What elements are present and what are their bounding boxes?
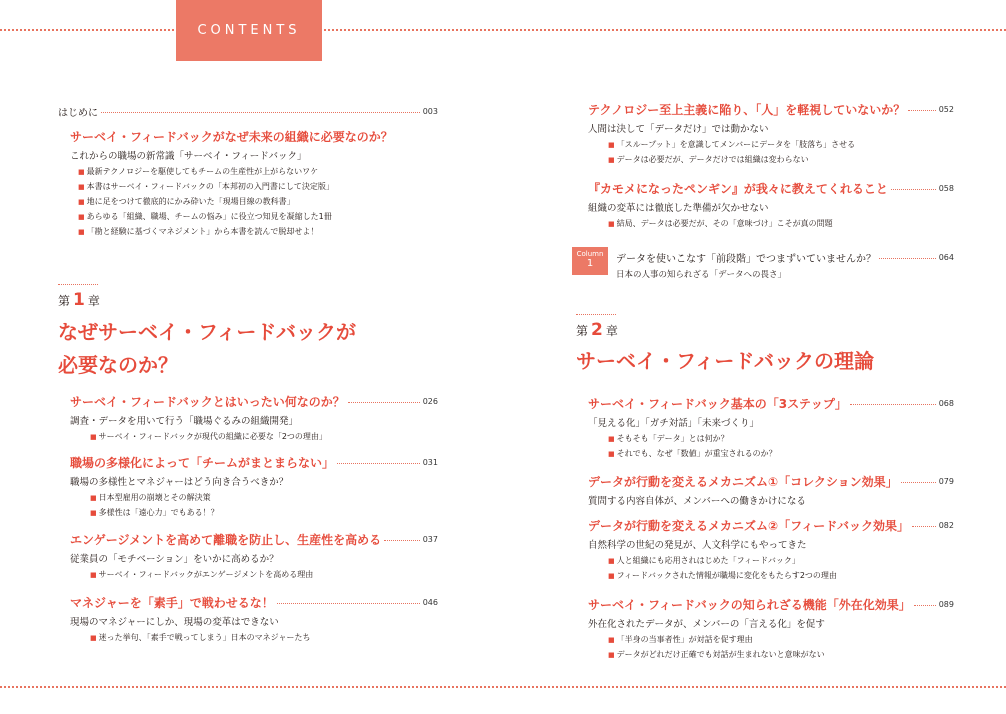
chapter-rule [58, 284, 98, 285]
leader-dots [914, 605, 936, 606]
chapter-1-label: 第 1 章 [58, 290, 100, 310]
section-subtitle: 「見える化」「ガチ対話」「未来づくり」 [588, 418, 760, 429]
toc-entry[interactable] [588, 596, 954, 660]
bullet-item: ■ 「スループット」を意識してメンバーにデータを「肢落ち」させる [608, 139, 954, 150]
bullet-item: ■ あらゆる「組織、職場、チームの悩み」に役立つ知見を凝縮した1冊 [78, 211, 438, 222]
page-number: 052 [938, 105, 954, 114]
section-heading: サーベイ・フィードバックの知られざる機能「外在化効果」 [588, 598, 911, 612]
section-subtitle: 職場の多様性とマネジャーはどう向き合うべきか？ [70, 477, 289, 488]
section-heading: サーベイ・フィードバックとはいったい何なのか？ [70, 395, 345, 409]
bullet-item: ■ それでも、なぜ「数値」が重宝されるのか？ [608, 448, 954, 459]
toc-entry[interactable] [70, 393, 438, 442]
chapter-2-title: サーベイ・フィードバックの理論 [576, 349, 874, 373]
toc-entry[interactable] [588, 395, 954, 459]
leader-dots [384, 540, 420, 541]
leader-dots [912, 526, 936, 527]
chapter-2-label: 第 2 章 [576, 320, 618, 340]
page-number: 089 [938, 600, 954, 609]
leader-dots [879, 258, 936, 259]
section-heading: 『カモメになったペンギン』が我々に教えてくれること [588, 182, 888, 196]
page-number: 046 [422, 598, 438, 607]
section-heading: データが行動を変えるメカニズム②「フィードバック効果」 [588, 519, 909, 533]
column-badge: Column 1 [572, 247, 608, 275]
bullet-item: ■ そもそも「データ」とは何か？ [608, 433, 954, 444]
section-heading: マネジャーを「素手」で戦わせるな！ [70, 596, 274, 610]
leader-dots [908, 110, 935, 111]
page-number: 079 [938, 477, 954, 486]
bullet-item: ■ 迷った挙句、「素手で戦ってしまう」日本のマネジャーたち [90, 632, 438, 643]
toc-entry[interactable] [70, 454, 438, 518]
bullet-item: ■ 最新テクノロジーを駆使してもチームの生産性が上がらないワケ [78, 166, 438, 177]
bullet-item: ■ 日本型雇用の崩壊とその解決策 [90, 492, 438, 503]
section-subtitle: 現場のマネジャーにしか、現場の変革はできない [70, 617, 279, 628]
section-heading: サーベイ・フィードバック基本の「3ステップ」 [588, 397, 847, 411]
bullet-item: ■ データがどれだけ正確でも対話が生まれないと意味がない [608, 649, 954, 660]
bullet-item: ■ サーベイ・フィードバックが現代の組織に必要な「2つの理由」 [90, 431, 438, 442]
chapter-rule [576, 314, 616, 315]
section-subtitle: 組織の変革には徹底した準備が欠かせない [588, 203, 769, 214]
toc-entry[interactable] [588, 517, 954, 581]
bottom-dotted-border [0, 686, 1006, 688]
page-number: 082 [938, 521, 954, 530]
bullet-item: ■ フィードバックされた情報が職場に変化をもたらす2つの理由 [608, 570, 954, 581]
section-subtitle: 自然科学の世紀の発見が、人文科学にもやってきた [588, 540, 807, 551]
contents-tab [176, 0, 322, 61]
bullet-item: ■ サーベイ・フィードバックがエンゲージメントを高める理由 [90, 569, 438, 580]
section-subtitle: 調査・データを用いて行う「職場ぐるみの組織開発」 [70, 416, 299, 427]
toc-entry[interactable] [588, 101, 954, 165]
intro-entry[interactable] [58, 104, 438, 237]
section-subtitle: 従業員の「モチベーション」をいかに高めるか？ [70, 554, 279, 565]
section-heading: テクノロジー至上主義に陥り、「人」を軽視していないか？ [588, 103, 906, 117]
bullet-item: ■ 結局、データは必要だが、その「意味づけ」こそが真の問題 [608, 218, 954, 229]
bullet-item: ■ 「半身の当事者性」が対話を促す理由 [608, 634, 954, 645]
chapter-1-title: なぜサーベイ・フィードバックが 必要なのか？ [58, 320, 356, 377]
leader-dots [337, 463, 420, 464]
bullet-item: ■ 人と組織にも応用されはじめた「フィードバック」 [608, 555, 954, 566]
section-heading: 職場の多様化によって「チームがまとまらない」 [70, 456, 335, 470]
section-subtitle: 質問する内容自体が、メンバーへの働きかけになる [588, 496, 806, 507]
page-number: 031 [422, 458, 438, 467]
leader-dots [850, 404, 936, 405]
toc-entry[interactable] [588, 473, 954, 507]
page-number: 058 [938, 184, 954, 193]
intro-heading: サーベイ・フィードバックがなぜ未来の組織に必要なのか？ [70, 130, 393, 144]
section-subtitle: 外在化されたデータが、メンバーの「言える化」を促す [588, 619, 825, 630]
bullet-item: ■ 「勘と経験に基づくマネジメント」から本書を読んで脱却せよ！ [78, 226, 438, 237]
toc-entry[interactable] [588, 180, 954, 229]
column-title: データを使いこなす「前段階」でつまずいていませんか？ [616, 254, 876, 265]
page-number: 037 [422, 535, 438, 544]
leader-dots [277, 603, 420, 604]
page-number: 003 [422, 107, 438, 116]
column-entry[interactable] [616, 250, 954, 280]
toc-entry[interactable] [70, 594, 438, 643]
bullet-item: ■ 本書はサーベイ・フィードバックの「本邦初の入門書にして決定版」 [78, 181, 438, 192]
page-number: 068 [938, 399, 954, 408]
leader-dots [901, 482, 936, 483]
section-heading: データが行動を変えるメカニズム①「コレクション効果」 [588, 475, 898, 489]
bullet-item: ■ 多様性は「遠心力」でもある！？ [90, 507, 438, 518]
leader-dots [891, 189, 936, 190]
contents-label: CONTENTS [197, 23, 301, 38]
page-number: 026 [422, 397, 438, 406]
column-subtitle: 日本の人事の知られざる「データへの畏さ」 [616, 270, 787, 280]
bullet-item: ■ データは必要だが、データだけでは組織は変わらない [608, 154, 954, 165]
toc-entry[interactable] [70, 531, 438, 580]
intro-subtitle: これからの職場の新常識「サーベイ・フィードバック」 [70, 151, 307, 162]
bullet-item: ■ 地に足をつけて徹底的にかみ砕いた「現場目線の教科書」 [78, 196, 438, 207]
leader-dots [348, 402, 420, 403]
section-subtitle: 人間は決して「データだけ」では動かない [588, 124, 769, 135]
page-number: 064 [938, 253, 954, 262]
top-dotted-border [0, 29, 1006, 31]
leader-dots [101, 112, 420, 113]
intro-title: はじめに [58, 108, 98, 119]
section-heading: エンゲージメントを高めて離職を防止し、生産性を高める [70, 533, 382, 547]
